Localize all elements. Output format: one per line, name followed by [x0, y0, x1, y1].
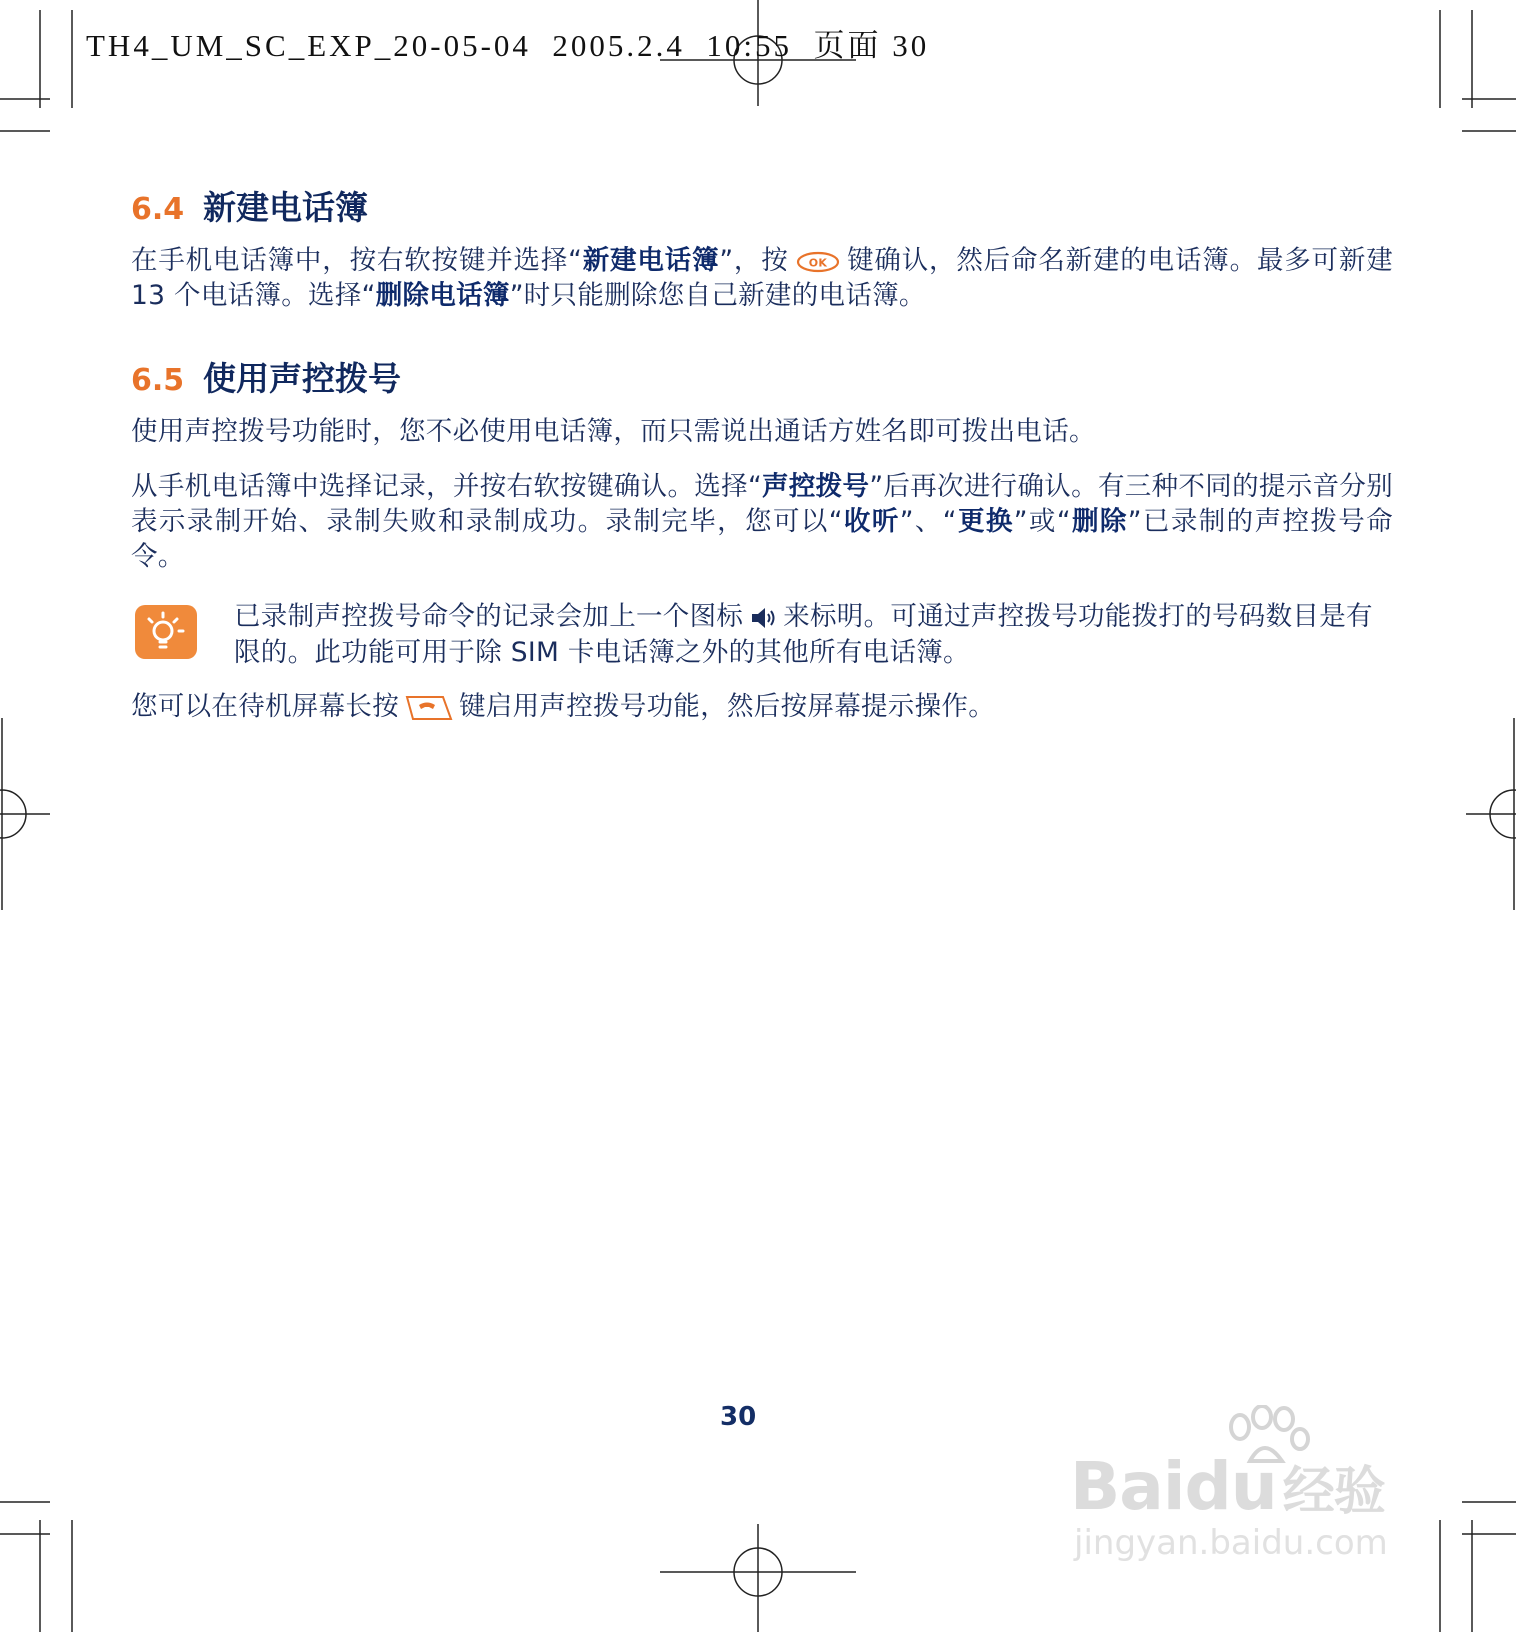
section-6-5-paragraph-2 — [131, 469, 1393, 574]
tip-note — [234, 599, 1394, 671]
page-number: 30 — [720, 1402, 757, 1432]
menu-term-listen: 收听 — [842, 506, 900, 537]
slug-page: 页面 30 — [813, 28, 930, 63]
print-slug-header — [86, 20, 929, 65]
text-run: 来标明。可通过声控拨号功能拨打的号码数目是有限的。此功能可用于除 SIM 卡电话簿之外的其他所有电话簿。 — [234, 601, 1373, 668]
section-6-4-paragraph — [131, 243, 1393, 313]
menu-term-new-phonebook: 新建电话簿 — [582, 245, 720, 276]
text-run: 已录制声控拨号命令的记录会加上一个图标 — [234, 601, 744, 632]
text-run: ”后再次进行确认。有三种不同的提示音分别表示录制开始、录制失败和录制成功。录制完毕，您可以“ — [131, 471, 1393, 537]
section-number: 6.5 — [131, 363, 185, 398]
section-6-5-paragraph-3 — [131, 689, 1393, 724]
text-run: ”已录制的声控拨号命令。 — [131, 506, 1394, 572]
svg-text:OK: OK — [808, 256, 827, 269]
menu-term-delete-phonebook: 删除电话簿 — [375, 280, 510, 311]
slug-code: TH4_UM_SC_EXP_20-05-04 — [86, 28, 531, 63]
watermark-url: jingyan.baidu.com — [1074, 1523, 1388, 1563]
menu-term-delete: 删除 — [1070, 506, 1128, 537]
menu-term-voice-dial: 声控拨号 — [761, 471, 870, 502]
lightbulb-tip-icon — [135, 605, 197, 659]
baidu-watermark — [1070, 1405, 1450, 1565]
text-run: ”、“ — [899, 506, 957, 537]
text-run: ”或“ — [1013, 506, 1071, 537]
slug-time: 10:55 — [706, 28, 793, 63]
text-run: 您可以在待机屏幕长按 — [131, 691, 399, 722]
watermark-brand-cn: 经验 — [1282, 1462, 1385, 1522]
text-run: ”时只能删除您自己新建的电话簿。 — [509, 280, 926, 311]
slug-date: 2005.2.4 — [552, 28, 685, 63]
phone-send-key-icon — [405, 693, 453, 723]
watermark-brand-du: du — [1184, 1448, 1277, 1525]
section-heading-6-5 — [131, 353, 401, 400]
speaker-icon — [749, 605, 777, 631]
menu-term-replace: 更换 — [956, 506, 1014, 537]
section-number: 6.4 — [131, 192, 185, 227]
text-run: 从手机电话簿中选择记录，并按右软按键确认。选择“ — [131, 471, 762, 502]
text-run: 键启用声控拨号功能，然后按屏幕提示操作。 — [459, 691, 995, 722]
ok-key-icon — [795, 250, 841, 274]
text-run: ”，按 — [719, 245, 789, 276]
section-6-5-paragraph-1: 使用声控拨号功能时，您不必使用电话簿，而只需说出通话方姓名即可拨出电话。 — [131, 416, 1096, 447]
section-heading-6-4 — [131, 182, 368, 229]
section-title: 新建电话簿 — [203, 188, 368, 227]
text-run: 键确认，然后命名新建的电话簿。最多可新建 13 个电话簿。选择“ — [131, 245, 1393, 311]
section-title: 使用声控拨号 — [203, 359, 401, 398]
text-run: 在手机电话簿中，按右软按键并选择“ — [131, 245, 583, 276]
watermark-brand: Bai — [1070, 1448, 1185, 1525]
